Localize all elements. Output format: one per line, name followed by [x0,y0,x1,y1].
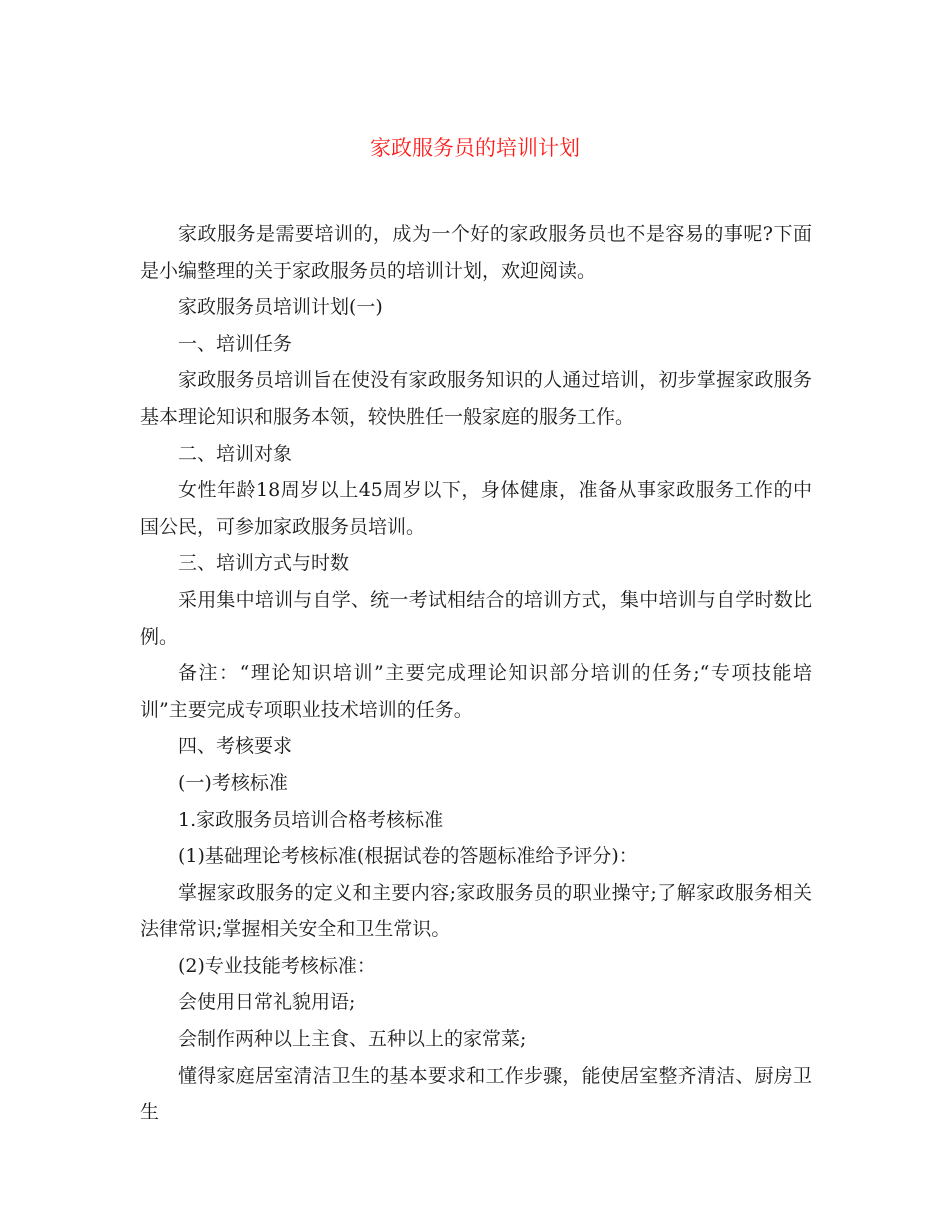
section-heading-assessment: 四、考核要求 [178,735,293,758]
paragraph-task: 家政服务员培训旨在使没有家政服务知识的人通过培训，初步掌握家政服务基本理论知识和服务本领，较快胜任一般家庭的服务工作。 [140,369,812,428]
subheading-qualified-standard: 1.家政服务员培训合格考核标准 [178,808,444,831]
paragraph-theory-content: 掌握家政服务的定义和主要内容;家政服务员的职业操守;了解家政服务相关法律常识;掌握相关安全和卫生常识。 [140,881,812,941]
paragraph-target: 女性年龄18周岁以上45周岁以下，身体健康，准备从事家政服务工作的中国公民，可参加家政服务员培训。 [140,479,812,538]
subheading-skill-standard: (2)专业技能考核标准： [178,954,376,977]
section-heading-task: 一、培训任务 [178,332,293,355]
list-item-cooking: 会制作两种以上主食、五种以上的家常菜; [178,1028,527,1051]
list-item-cleaning: 懂得家庭居室清洁卫生的基本要求和工作步骤，能使居室整齐清洁、厨房卫生 [140,1064,812,1124]
section-heading-method: 三、培训方式与时数 [178,552,350,575]
subheading-theory-standard: (1)基础理论考核标准(根据试卷的答题标准给予评分)： [178,845,638,868]
document-body [140,216,812,1131]
paragraph-method: 采用集中培训与自学、统一考试相结合的培训方式，集中培训与自学时数比例。 [140,588,812,648]
paragraph-intro: 家政服务是需要培训的，成为一个好的家政服务员也不是容易的事呢?下面是小编整理的关于家政服务员的培训计划，欢迎阅读。 [140,223,812,282]
paragraph-note: 备注：“理论知识培训”主要完成理论知识部分培训的任务;“专项技能培训”主要完成专项职业技术培训的任务。 [140,662,812,721]
section-heading-target: 二、培训对象 [178,442,293,465]
paragraph-plan-heading: 家政服务员培训计划(一) [178,296,383,319]
list-item-etiquette: 会使用日常礼貌用语; [178,991,356,1014]
document-title: 家政服务员的培训计划 [370,136,580,160]
subheading-standard: (一)考核标准 [178,771,288,794]
